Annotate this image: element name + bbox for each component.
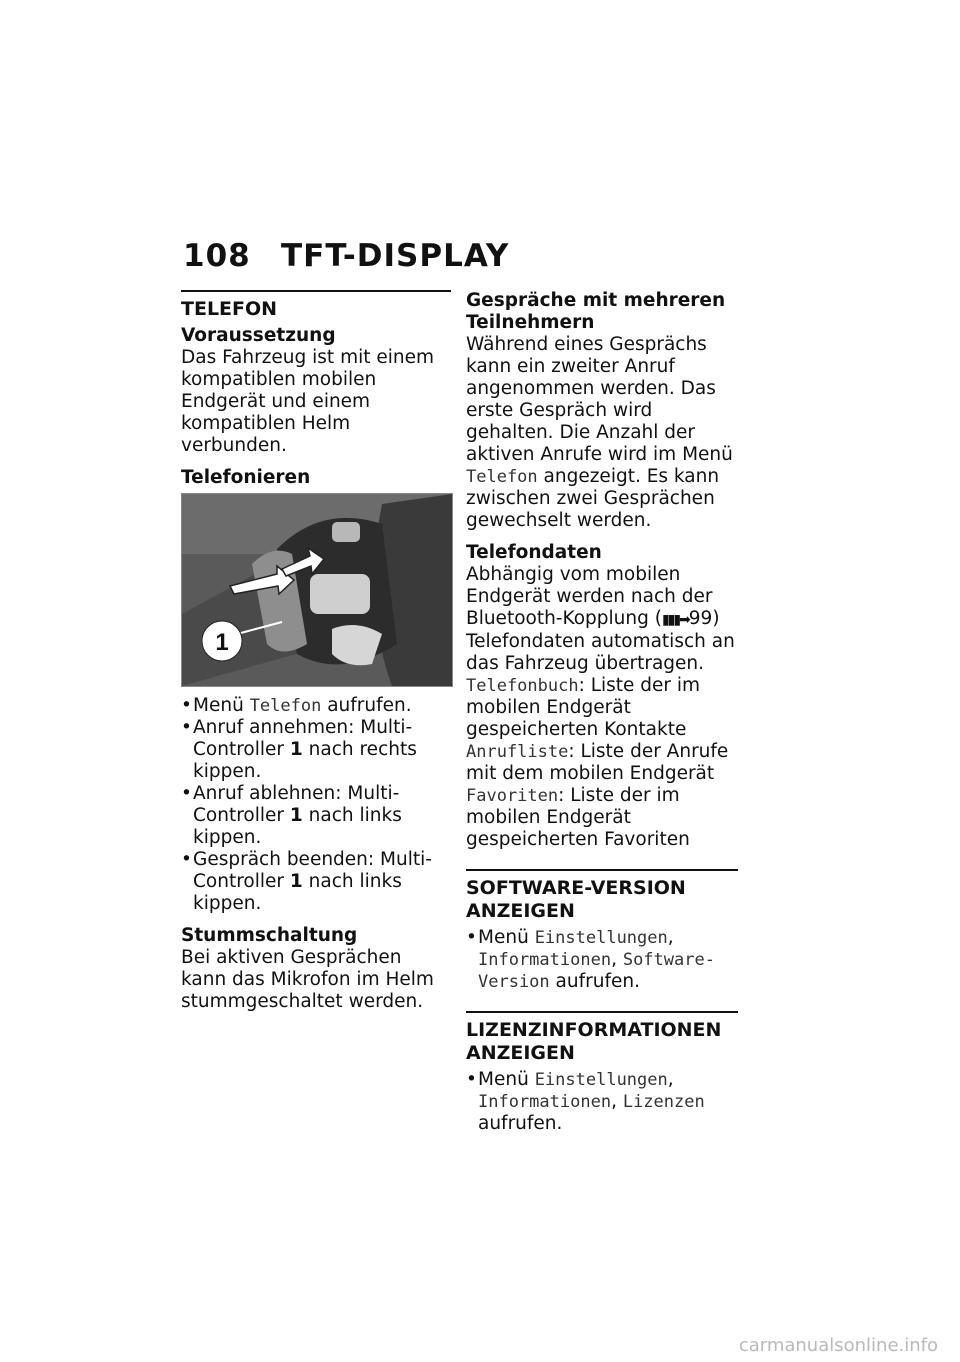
section-title-software: SOFTWARE-VERSION ANZEIGEN — [466, 869, 738, 923]
section-title-licenses: LIZENZINFORMATIONEN ANZEIGEN — [466, 1011, 738, 1065]
page-ref-arrow-icon: ▮▮▮➡ — [661, 612, 689, 628]
phone-data-text: Abhängig vom mobilen Endgerät werden nach der Bluetooth-Kopplung (▮▮▮➡99) Telefondaten automatisch an das Fahrzeug übertragen. — [466, 564, 735, 674]
right-column — [466, 290, 738, 1145]
calllist-line: Anrufliste: Liste der Anrufe mit dem mobilen Endgerät — [466, 741, 729, 784]
list-item: • Gespräch beenden: Multi-Controller 1 nach links kippen. — [181, 849, 451, 915]
mute-text: Bei aktiven Gesprächen kann das Mikrofon im Helm stummgeschaltet werden. — [181, 947, 434, 1012]
list-item: • Anruf ablehnen: Multi-Controller 1 nach links kippen. — [181, 783, 451, 849]
license-bullets — [466, 1069, 738, 1135]
figure-callout-1: 1 — [215, 629, 229, 656]
telefon-bullets — [181, 695, 451, 915]
list-item: • Menü Telefon aufrufen. — [181, 695, 451, 717]
phonebook-line: Telefonbuch: Liste der im mobilen Endgerät gespeicherten Kontakte — [466, 675, 701, 740]
subheading-multi-call: Gespräche mit mehreren Teilnehmern — [466, 290, 726, 333]
page-number: 108 — [183, 238, 251, 274]
favorites-line: Favoriten: Liste der im mobilen Endgerät gespeicherten Favoriten — [466, 785, 690, 850]
subheading-stummschaltung: Stummschaltung — [181, 925, 358, 946]
list-item: • Menü Einstellungen, Informationen, Lizenzen aufrufen. — [466, 1069, 738, 1135]
chapter-title: TFT-DISPLAY — [281, 238, 510, 274]
section-title-telefon: TELEFON — [181, 290, 451, 321]
subheading-voraussetzung: Voraussetzung — [181, 325, 336, 346]
subheading-telefonieren: Telefonieren — [181, 467, 311, 488]
list-item: • Anruf annehmen: Multi-Controller 1 nach rechts kippen. — [181, 717, 451, 783]
watermark: carmanualsonline.info — [738, 1335, 938, 1356]
requirement-text: Das Fahrzeug ist mit einem kompatiblen mobilen Endgerät und einem kompatiblen Helm verbunden. — [181, 347, 435, 456]
left-column — [181, 290, 451, 1023]
handlebar-controller-figure — [181, 493, 453, 687]
page-reference[interactable]: 99 — [688, 608, 713, 629]
software-bullets — [466, 927, 738, 993]
subheading-telefondaten: Telefondaten — [466, 542, 602, 563]
multi-call-text: Während eines Gesprächs kann ein zweiter Anruf angenommen werden. Das erste Gespräch wird gehalten. Die Anzahl der aktiven Anrufe wird im Menü Telefon angezeigt. Es kann zwischen zwei Gesprächen gewechselt werden. — [466, 334, 733, 531]
page-header — [183, 238, 509, 274]
list-item: • Menü Einstellungen, Informationen, Software-Version aufrufen. — [466, 927, 738, 993]
